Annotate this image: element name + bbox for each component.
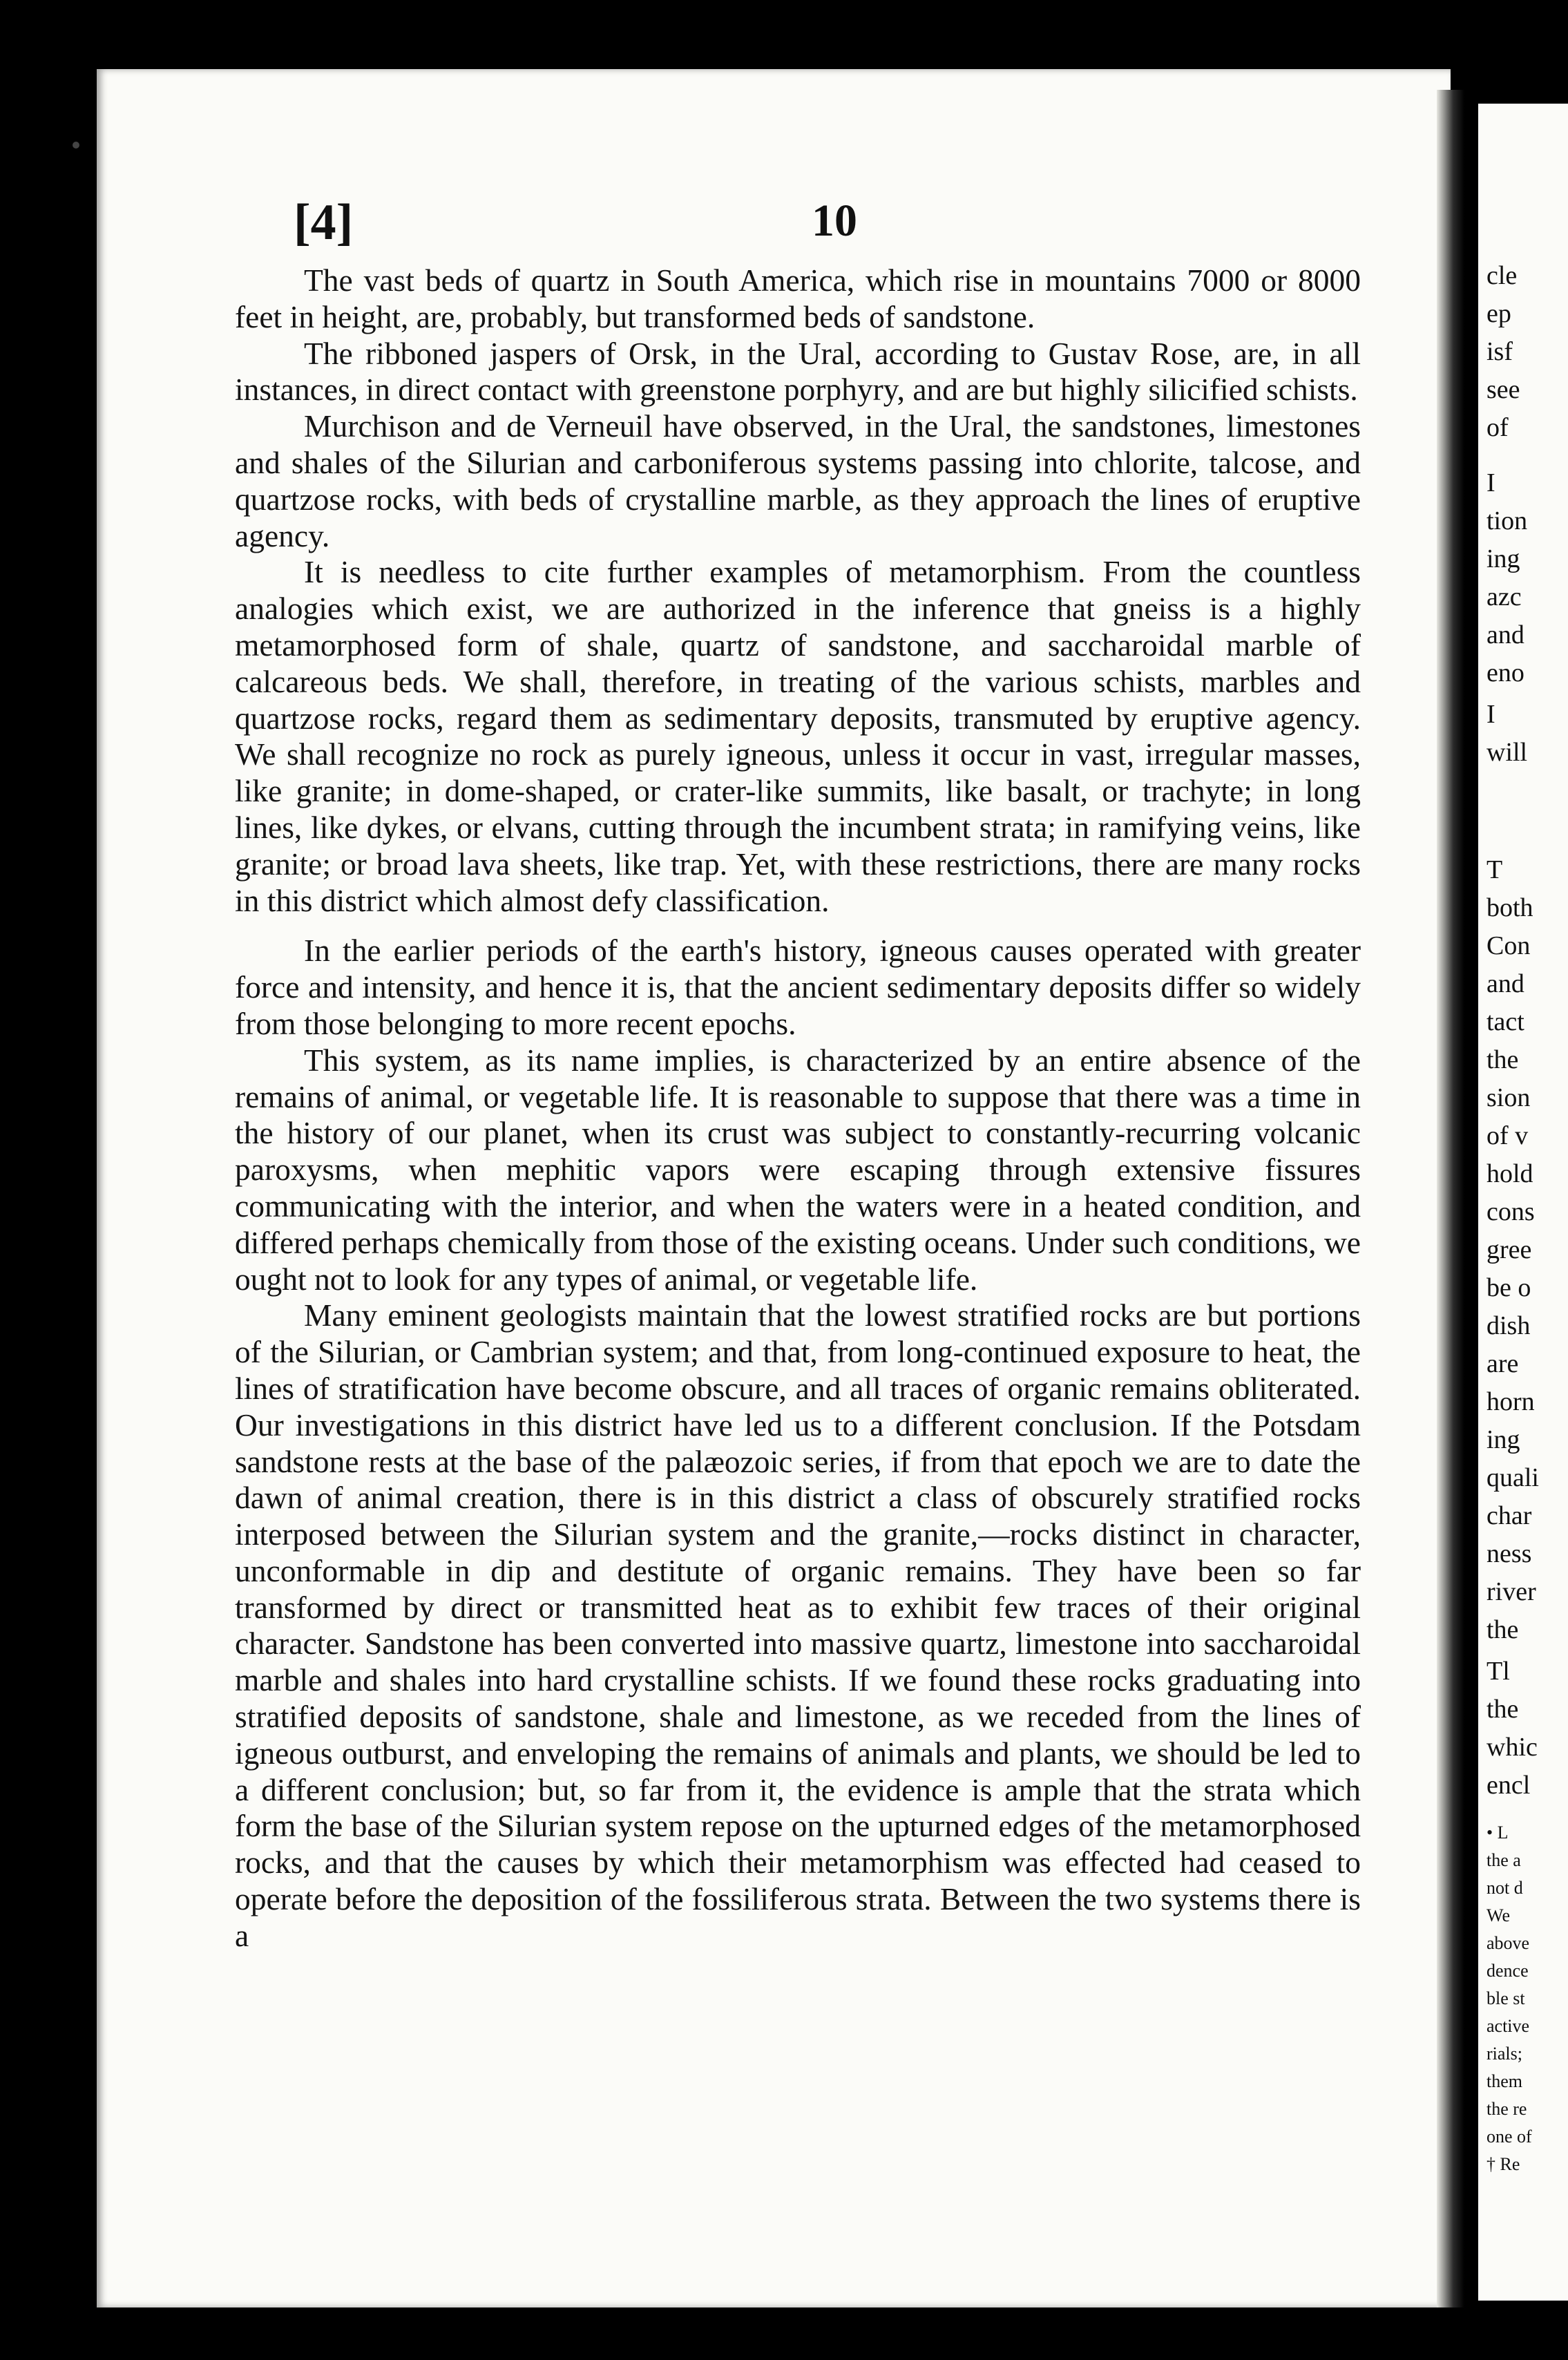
fragment: ble st (1486, 1988, 1525, 2008)
fragment: and (1486, 969, 1524, 998)
paragraph: This system, as its name implies, is characterized by an entire absence of the remains of animal, or vegetable life. It is reasonable to suppose that there was a time in the history of our planet, when its crust was subject to constantly-recurring volcanic paroxysms, when mephitic vapors were escaping through extensive fissures communicating with the interior, and when the waters were in a heated condition, and differed perhaps chemically from those of the existing oceans. Under such conditions, we ought not to look for any types of animal, or vegetable life. (235, 1042, 1361, 1297)
paragraph: In the earlier periods of the earth's history, igneous causes operated with greater force and intensity, and hence it is, that the ancient sedimentary deposits differ so widely from those belonging to more recent epochs. (235, 933, 1361, 1041)
fragment: see (1486, 375, 1520, 404)
fragment: • L (1486, 1823, 1509, 1843)
section-mark: [4] (294, 194, 354, 251)
fragment: gree (1486, 1235, 1532, 1264)
fragment: cle (1486, 261, 1518, 290)
fragment: tact (1486, 1007, 1524, 1036)
fragment: sion (1486, 1083, 1531, 1112)
fragment: of v (1486, 1121, 1529, 1150)
fragment: of (1486, 413, 1509, 442)
fragment: cons (1486, 1197, 1535, 1226)
fragment: tion (1486, 506, 1528, 535)
fragment: one of (1486, 2126, 1532, 2147)
fragment: whic (1486, 1733, 1538, 1762)
fragment: above (1486, 1933, 1530, 1953)
paragraph: Many eminent geologists maintain that the lowest stratified rocks are but portions of the Silurian, or Cambrian system; and that, from long-continued exposure to heat, the lines of stratification have become obscure, and all traces of organic remains obliterated. Our investigations in this district have led us to a different conclusion. If the Potsdam sandstone rests at the base of the palæozoic series, if from that epoch we are to date the dawn of animal creation, there is in this district a class of obscurely stratified rocks interposed between the Silurian system and the granite,—rocks distinct in character, unconformable in dip and destitute of organic remains. They have been so far transformed by direct or transmitted heat as to exhibit few traces of their original character. Sandstone has been converted into massive quartz, limestone into saccharoidal marble and shales into hard crystalline schists. If we found these rocks graduating into stratified deposits of sandstone, shale and limestone, as we receded from the lines of igneous outburst, and enveloping the remains of animals and plants, we should be led to a different conclusion; but, so far from it, the evidence is ample that the strata which form the base of the Silurian system repose on the upturned edges of the metamorphosed rocks, and that the causes by which their metamorphism was effected had ceased to operate before the deposition of the fossiliferous strata. Between the two systems there is a (235, 1297, 1361, 1953)
fragment: both (1486, 893, 1533, 922)
fragment: T (1486, 855, 1503, 884)
fragment: are (1486, 1349, 1519, 1378)
fragment: dence (1486, 1961, 1529, 1981)
page-number: 10 (812, 196, 857, 246)
fragment: the a (1486, 1850, 1521, 1870)
fragment: † Re (1486, 2154, 1520, 2174)
book-gutter (1437, 90, 1464, 2307)
fragment: the (1486, 1615, 1519, 1644)
scan-speck (73, 142, 79, 149)
fragment: rials; (1486, 2044, 1522, 2064)
fragment: ness (1486, 1539, 1532, 1568)
fragment: eno (1486, 658, 1524, 687)
fragment: azc (1486, 582, 1522, 611)
fragment: and (1486, 620, 1524, 649)
facing-page-fragment (1478, 104, 1568, 2301)
fragment: encl (1486, 1771, 1531, 1800)
paragraph: The vast beds of quartz in South America, which rise in mountains 7000 or 8000 feet in height, are, probably, but transformed beds of sandstone. (235, 263, 1361, 334)
fragment: the (1486, 1695, 1519, 1724)
paragraph: Murchison and de Verneuil have observed, in the Ural, the sandstones, limestones and shales of the Silurian and carboniferous systems passing into chlorite, talcose, and quartzose rocks, with beds of crystalline marble, as they approach the lines of eruptive agency. (235, 408, 1361, 553)
fragment: be o (1486, 1273, 1531, 1302)
fragment: isf (1486, 337, 1513, 366)
fragment: them (1486, 2071, 1522, 2091)
fragment: quali (1486, 1463, 1539, 1492)
fragment: not d (1486, 1878, 1523, 1898)
fragment: ep (1486, 299, 1511, 328)
fragment: ing (1486, 1425, 1520, 1454)
page-body-text (235, 263, 1361, 1954)
fragment: I (1486, 468, 1495, 497)
paragraph: The ribboned jaspers of Orsk, in the Ural, according to Gustav Rose, are, in all instances, in direct contact with greenstone porphyry, and are but highly silicified schists. (235, 335, 1361, 408)
fragment: active (1486, 2016, 1530, 2036)
fragment: the re (1486, 2099, 1527, 2119)
fragment: dish (1486, 1311, 1531, 1340)
fragment: river (1486, 1577, 1536, 1606)
fragment: char (1486, 1501, 1532, 1530)
fragment: will (1486, 738, 1528, 767)
paragraph: It is needless to cite further examples of metamorphism. From the countless analogies which exist, we are authorized in the inference that gneiss is a highly metamorphosed form of shale, quartz of sandstone, and saccharoidal marble of calcareous beds. We shall, therefore, in treating of the various schists, marbles and quartzose rocks, regard them as sedimentary deposits, transmuted by eruptive agency. We shall recognize no rock as purely igneous, unless it occur in vast, irregular masses, like granite; in dome-shaped, or crater-like summits, like basalt, or trachyte; in long lines, like dykes, or elvans, cutting through the incumbent strata; in ramifying veins, like granite; or broad lava sheets, like trap. Yet, with these restrictions, there are many rocks in this district which almost defy classification. (235, 554, 1361, 918)
fragment: Con (1486, 931, 1531, 960)
fragment: Tl (1486, 1657, 1510, 1686)
fragment: We (1486, 1905, 1510, 1925)
fragment: hold (1486, 1159, 1533, 1188)
fragment: ing (1486, 544, 1520, 573)
fragment: horn (1486, 1387, 1535, 1416)
fragment: the (1486, 1045, 1519, 1074)
fragment: I (1486, 700, 1495, 729)
